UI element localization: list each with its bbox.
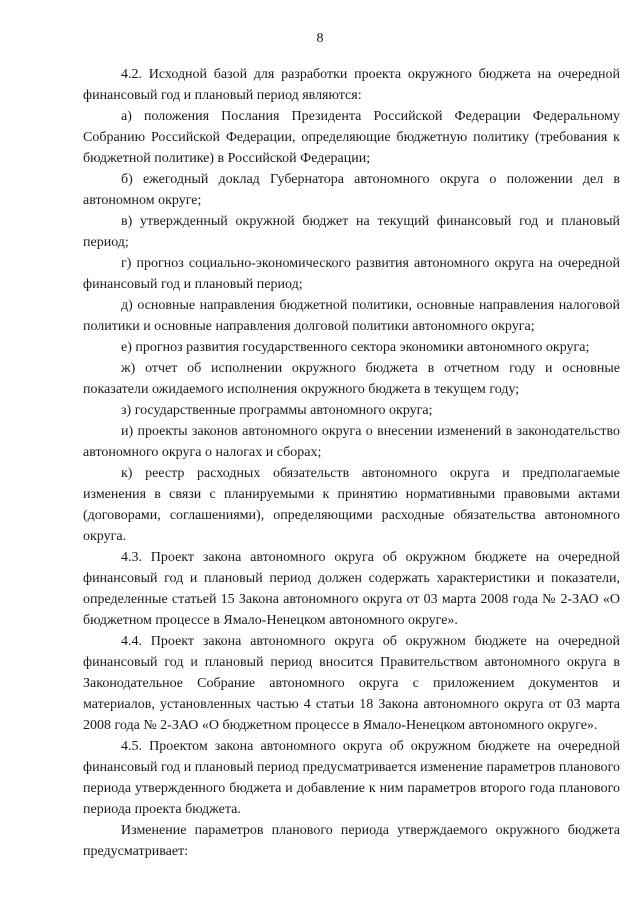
list-item-e: е) прогноз развития государственного сектора экономики автономного округа; <box>121 340 590 355</box>
page-number: 8 <box>316 31 324 46</box>
list-item-i: и) проекты законов автономного округа о внесении изменений в законодательство автономного округа о налогах и сборах; <box>83 424 620 460</box>
paragraph-4-2: 4.2. Исходной базой для разработки проекта окружного бюджета на очередной финансовый год и плановый период являются: <box>83 67 620 103</box>
list-item-a: а) положения Послания Президента Российской Федерации Федеральному Собранию Российской Федерации, определяющие бюджетную политику (требования к бюджетной политике) в Российской Федерации; <box>83 109 620 166</box>
paragraph-changes: Изменение параметров планового периода утверждаемого окружного бюджета предусматривает: <box>83 823 620 859</box>
list-item-g: г) прогноз социально-экономического развития автономного округа на очередной финансовый год и плановый период; <box>83 256 620 292</box>
document-body <box>83 64 620 862</box>
list-item-z: з) государственные программы автономного округа; <box>121 403 433 418</box>
list-item-b: б) ежегодный доклад Губернатора автономного округа о положении дел в автономном округе; <box>83 172 620 208</box>
paragraph-4-5: 4.5. Проектом закона автономного округа об окружном бюджете на очередной финансовый год и плановый период предусматривается изменение параметров планового периода утвержденного бюджета и добавление к ним параметров второго года планового периода проекта бюджета. <box>83 739 620 817</box>
list-item-d: д) основные направления бюджетной политики, основные направления налоговой политики и основные направления долговой политики автономного округа; <box>83 298 620 334</box>
list-item-v: в) утвержденный окружной бюджет на текущий финансовый год и плановый период; <box>83 214 620 250</box>
list-item-k: к) реестр расходных обязательств автономного округа и предполагаемые изменения в связи с планируемыми к принятию нормативными правовыми актами (договорами, соглашениями), определяющими расходные обязательства автономного округа. <box>83 466 620 544</box>
paragraph-4-4: 4.4. Проект закона автономного округа об окружном бюджете на очередной финансовый год и плановый период вносится Правительством автономного округа в Законодательное Собрание автономного округа с приложением документов и материалов, установленных частью 4 статьи 18 Закона автономного округа от 03 марта 2008 года № 2-ЗАО «О бюджетном процессе в Ямало-Ненецком автономного округе». <box>83 634 620 733</box>
paragraph-4-3: 4.3. Проект закона автономного округа об окружном бюджете на очередной финансовый год и плановый период должен содержать характеристики и показатели, определенные статьей 15 Закона автономного округа от 03 марта 2008 года № 2-ЗАО «О бюджетном процессе в Ямало-Ненецком автономного округе». <box>83 550 620 628</box>
list-item-zh: ж) отчет об исполнении окружного бюджета в отчетном году и основные показатели ожидаемого исполнения окружного бюджета в текущем году; <box>83 361 620 397</box>
